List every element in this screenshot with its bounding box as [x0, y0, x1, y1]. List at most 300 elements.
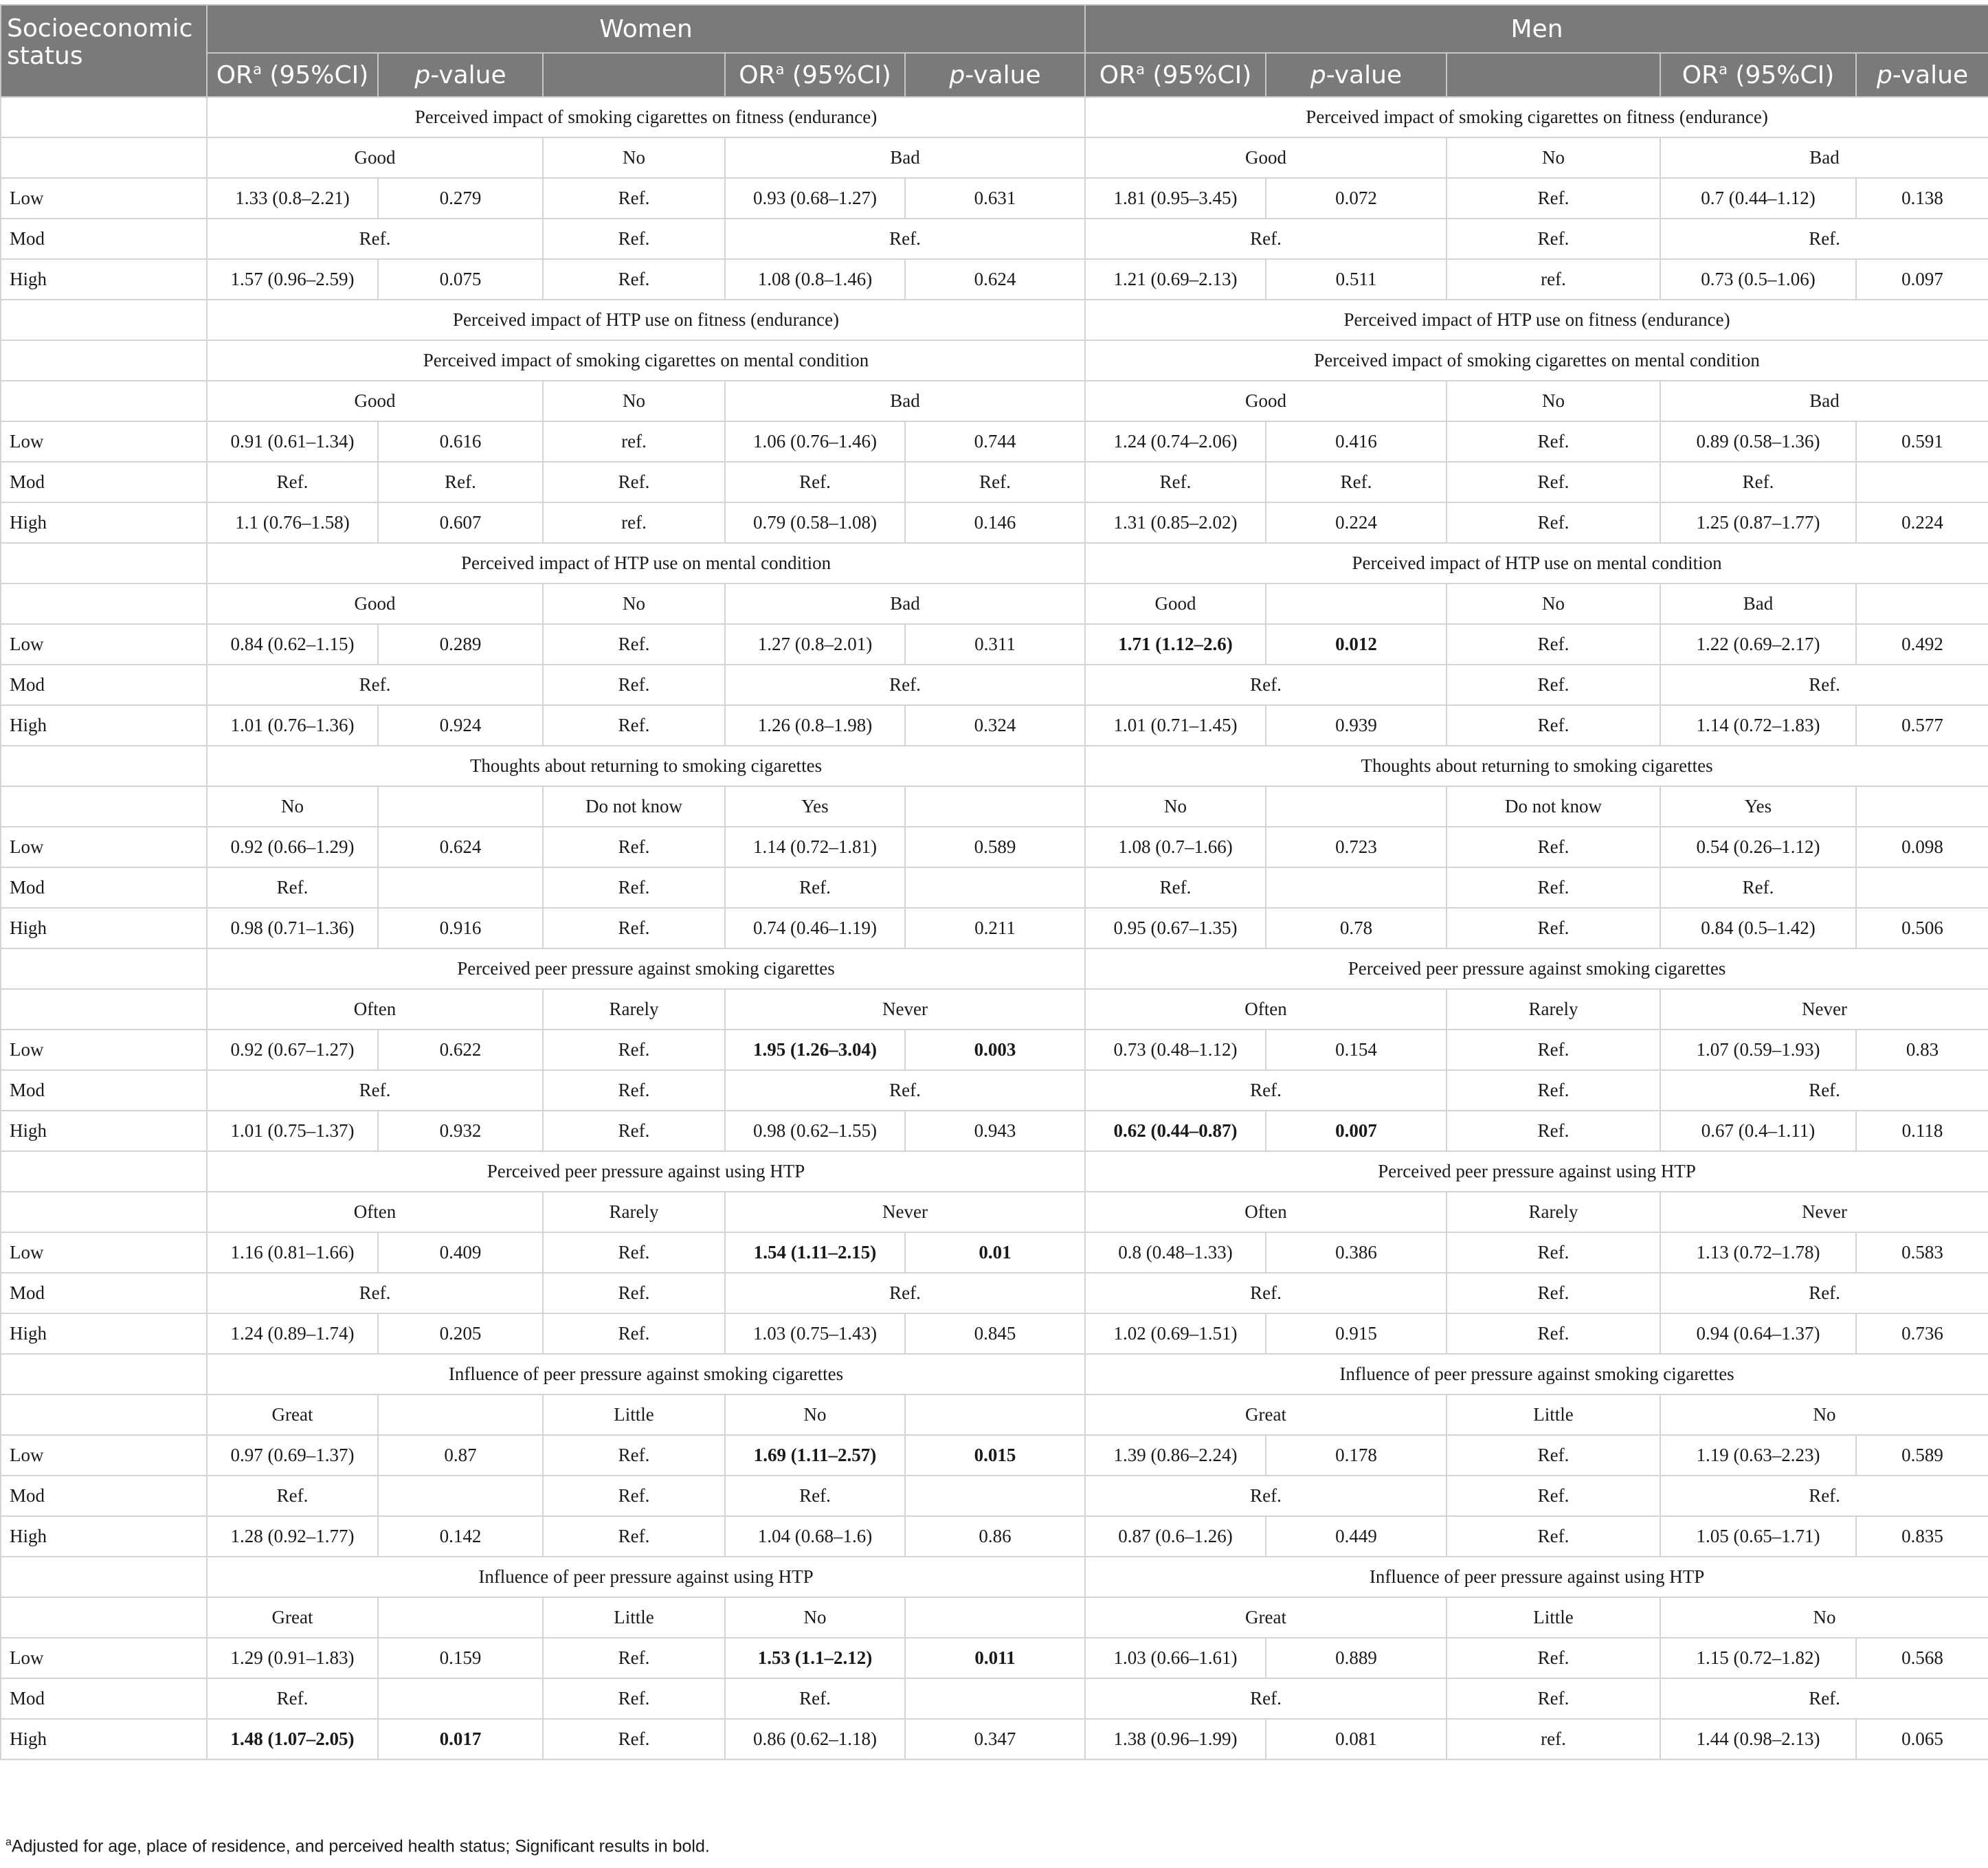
table-row: [1, 543, 1988, 583]
table-cell: 1.13 (0.72–1.78): [1660, 1232, 1856, 1273]
table-cell: 0.622: [378, 1030, 543, 1070]
table-cell: 1.38 (0.96–1.99): [1085, 1719, 1266, 1759]
or-label: OR: [1099, 60, 1137, 89]
table-cell: 0.916: [378, 908, 543, 948]
table-cell: No: [543, 381, 725, 421]
table-cell: ref.: [1447, 259, 1660, 300]
table-cell: No: [207, 786, 378, 827]
table-cell: 0.279: [378, 178, 543, 219]
table-cell: Ref.: [543, 1030, 725, 1070]
table-cell: [905, 1678, 1085, 1719]
table-cell: Often: [1085, 1192, 1447, 1232]
table-cell: Ref.: [207, 219, 543, 259]
table-row: [1, 867, 1988, 908]
row-label-cell: Mod: [1, 1678, 207, 1719]
or-ci-label: (95%CI): [1727, 60, 1835, 89]
table-row: [1, 137, 1988, 178]
p-italic: p: [1876, 60, 1892, 89]
table-cell: No: [725, 1394, 905, 1435]
p-suffix: -value: [1326, 60, 1403, 89]
table-cell: 1.95 (1.26–3.04): [725, 1030, 905, 1070]
table-cell: 0.347: [905, 1719, 1085, 1759]
table-cell: 1.01 (0.76–1.36): [207, 705, 378, 746]
table-cell: 0.607: [378, 502, 543, 543]
table-cell: 0.97 (0.69–1.37): [207, 1435, 378, 1476]
table-cell: Ref.: [543, 462, 725, 502]
table-cell: Great: [207, 1394, 378, 1435]
table-cell: 0.409: [378, 1232, 543, 1273]
table-cell: 1.27 (0.8–2.01): [725, 624, 905, 665]
or-label: OR: [216, 60, 254, 89]
results-table: [0, 4, 1988, 1760]
header-men: Men: [1085, 5, 1988, 53]
table-cell: 0.311: [905, 624, 1085, 665]
table-cell: Ref.: [1447, 1476, 1660, 1516]
header-women-or-1: [207, 53, 378, 97]
header-men-p-1: [1266, 53, 1447, 97]
row-label-cell: Low: [1, 178, 207, 219]
table-cell: Ref.: [543, 1435, 725, 1476]
table-cell: 0.87: [378, 1435, 543, 1476]
table-row: [1, 1313, 1988, 1354]
table-cell: 0.224: [1266, 502, 1447, 543]
table-row: [1, 1151, 1988, 1192]
table-cell: Ref.: [1447, 1273, 1660, 1313]
table-row: [1, 1111, 1988, 1151]
table-cell: Ref.: [1660, 1070, 1988, 1111]
table-cell: 1.57 (0.96–2.59): [207, 259, 378, 300]
table-cell: Ref.: [725, 1273, 1085, 1313]
table-row: [1, 1435, 1988, 1476]
table-cell: ref.: [1447, 1719, 1660, 1759]
table-cell: [905, 786, 1085, 827]
table-cell: 0.449: [1266, 1516, 1447, 1557]
table-cell: 0.081: [1266, 1719, 1447, 1759]
table-cell: Rarely: [1447, 1192, 1660, 1232]
table-cell: Ref.: [1447, 1232, 1660, 1273]
table-cell: [1, 340, 207, 381]
table-cell: Ref.: [1660, 665, 1988, 705]
table-cell: Thoughts about returning to smoking cigarettes: [207, 746, 1085, 786]
table-cell: 0.118: [1856, 1111, 1988, 1151]
table-row: [1, 1394, 1988, 1435]
table-cell: Ref.: [543, 705, 725, 746]
table-cell: 1.33 (0.8–2.21): [207, 178, 378, 219]
table-cell: Ref.: [1660, 462, 1856, 502]
table-cell: [905, 1476, 1085, 1516]
table-footnote: [5, 1836, 710, 1856]
table-cell: Often: [1085, 989, 1447, 1030]
table-cell: Good: [1085, 583, 1266, 624]
table-cell: Ref.: [725, 665, 1085, 705]
table-cell: 0.211: [905, 908, 1085, 948]
table-cell: Ref.: [1447, 827, 1660, 867]
table-cell: Ref.: [1447, 1313, 1660, 1354]
table-cell: Rarely: [543, 1192, 725, 1232]
table-cell: [378, 1597, 543, 1638]
table-cell: [1, 137, 207, 178]
table-cell: Ref.: [207, 1273, 543, 1313]
table-row: [1, 1638, 1988, 1678]
table-cell: Good: [1085, 381, 1447, 421]
table-cell: Perceived impact of smoking cigarettes on fitness (endurance): [207, 97, 1085, 137]
table-cell: Ref.: [543, 624, 725, 665]
table-cell: [1, 97, 207, 137]
row-label-cell: Low: [1, 1232, 207, 1273]
table-cell: 0.73 (0.48–1.12): [1085, 1030, 1266, 1070]
table-cell: Ref.: [1447, 1516, 1660, 1557]
table-cell: 0.589: [905, 827, 1085, 867]
table-row: [1, 462, 1988, 502]
table-cell: Ref.: [1660, 867, 1856, 908]
table-cell: [1, 300, 207, 340]
table-cell: 1.01 (0.71–1.45): [1085, 705, 1266, 746]
table-cell: 0.01: [905, 1232, 1085, 1273]
row-label-cell: Mod: [1, 1476, 207, 1516]
table-cell: Ref.: [725, 1476, 905, 1516]
table-row: [1, 989, 1988, 1030]
table-cell: 0.159: [378, 1638, 543, 1678]
table-cell: 1.03 (0.75–1.43): [725, 1313, 905, 1354]
table-cell: Great: [1085, 1597, 1447, 1638]
table-cell: Ref.: [543, 1678, 725, 1719]
table-cell: Ref.: [378, 462, 543, 502]
table-cell: Ref.: [207, 1678, 378, 1719]
table-cell: No: [1447, 583, 1660, 624]
table-cell: 1.29 (0.91–1.83): [207, 1638, 378, 1678]
header-men-or-2: [1660, 53, 1856, 97]
table-cell: 0.075: [378, 259, 543, 300]
table-cell: Ref.: [1085, 867, 1266, 908]
table-cell: 1.31 (0.85–2.02): [1085, 502, 1266, 543]
table-cell: 0.624: [905, 259, 1085, 300]
row-label-cell: High: [1, 705, 207, 746]
table-cell: 1.19 (0.63–2.23): [1660, 1435, 1856, 1476]
p-italic: p: [414, 60, 431, 89]
table-cell: ref.: [543, 502, 725, 543]
table-cell: 0.511: [1266, 259, 1447, 300]
table-cell: Bad: [725, 381, 1085, 421]
table-row: [1, 1030, 1988, 1070]
or-ci-label: (95%CI): [1144, 60, 1252, 89]
table-cell: No: [1447, 137, 1660, 178]
table-cell: 0.98 (0.71–1.36): [207, 908, 378, 948]
table-row: [1, 502, 1988, 543]
table-cell: Often: [207, 1192, 543, 1232]
table-row: [1, 1232, 1988, 1273]
table-cell: 0.098: [1856, 827, 1988, 867]
table-cell: 0.723: [1266, 827, 1447, 867]
table-row: [1, 1678, 1988, 1719]
table-cell: 0.943: [905, 1111, 1085, 1151]
or-superscript: a: [1136, 60, 1145, 78]
table-cell: Ref.: [1447, 705, 1660, 746]
table-cell: 1.08 (0.7–1.66): [1085, 827, 1266, 867]
table-cell: Ref.: [543, 1476, 725, 1516]
table-cell: 0.012: [1266, 624, 1447, 665]
table-cell: [1856, 462, 1988, 502]
table-row: [1, 746, 1988, 786]
table-cell: 0.78: [1266, 908, 1447, 948]
table-cell: Ref.: [1447, 462, 1660, 502]
table-cell: 0.94 (0.64–1.37): [1660, 1313, 1856, 1354]
table-cell: 1.15 (0.72–1.82): [1660, 1638, 1856, 1678]
or-ci-label: (95%CI): [784, 60, 891, 89]
table-cell: Ref.: [725, 867, 905, 908]
table-cell: Never: [1660, 989, 1988, 1030]
table-cell: 1.14 (0.72–1.83): [1660, 705, 1856, 746]
table-cell: [1856, 867, 1988, 908]
table-cell: Perceived impact of HTP use on fitness (endurance): [1085, 300, 1988, 340]
table-cell: Ref.: [543, 1070, 725, 1111]
table-cell: Ref.: [1266, 462, 1447, 502]
table-cell: Perceived impact of HTP use on mental condition: [1085, 543, 1988, 583]
table-cell: 0.386: [1266, 1232, 1447, 1273]
table-cell: Do not know: [543, 786, 725, 827]
table-cell: 0.932: [378, 1111, 543, 1151]
header-row-columns: [1, 53, 1988, 97]
table-cell: 0.54 (0.26–1.12): [1660, 827, 1856, 867]
table-row: [1, 300, 1988, 340]
table-row: [1, 1557, 1988, 1597]
or-ci-label: (95%CI): [261, 60, 369, 89]
table-cell: 0.79 (0.58–1.08): [725, 502, 905, 543]
table-cell: Ref.: [543, 1516, 725, 1557]
table-cell: Ref.: [1447, 665, 1660, 705]
table-cell: No: [1447, 381, 1660, 421]
table-cell: 0.73 (0.5–1.06): [1660, 259, 1856, 300]
table-cell: 0.84 (0.5–1.42): [1660, 908, 1856, 948]
table-cell: Ref.: [1660, 1678, 1988, 1719]
table-cell: Bad: [1660, 137, 1988, 178]
table-cell: Yes: [725, 786, 905, 827]
table-cell: 1.08 (0.8–1.46): [725, 259, 905, 300]
table-cell: [1266, 786, 1447, 827]
table-cell: Ref.: [1447, 421, 1660, 462]
table-cell: No: [1660, 1597, 1988, 1638]
table-cell: 0.154: [1266, 1030, 1447, 1070]
table-cell: Do not know: [1447, 786, 1660, 827]
row-label-cell: Mod: [1, 665, 207, 705]
table-cell: 1.04 (0.68–1.6): [725, 1516, 905, 1557]
table-cell: 1.07 (0.59–1.93): [1660, 1030, 1856, 1070]
row-label-cell: High: [1, 1516, 207, 1557]
table-row: [1, 1070, 1988, 1111]
table-cell: Ref.: [1447, 908, 1660, 948]
table-cell: Bad: [1660, 381, 1988, 421]
table-cell: Influence of peer pressure against smoking cigarettes: [207, 1354, 1085, 1394]
header-women-or-2: [725, 53, 905, 97]
or-superscript: a: [775, 60, 785, 78]
table-cell: 0.146: [905, 502, 1085, 543]
table-cell: Ref.: [725, 219, 1085, 259]
table-cell: 0.89 (0.58–1.36): [1660, 421, 1856, 462]
table-cell: 0.915: [1266, 1313, 1447, 1354]
table-cell: Ref.: [1660, 1476, 1988, 1516]
table-cell: [378, 786, 543, 827]
table-row: [1, 1719, 1988, 1759]
table-cell: Ref.: [543, 1273, 725, 1313]
table-cell: [1, 1597, 207, 1638]
row-label-cell: High: [1, 1719, 207, 1759]
table-row: [1, 381, 1988, 421]
table-cell: [1, 1354, 207, 1394]
table-cell: 1.02 (0.69–1.51): [1085, 1313, 1266, 1354]
table-cell: 0.416: [1266, 421, 1447, 462]
table-cell: 0.589: [1856, 1435, 1988, 1476]
table-cell: 0.736: [1856, 1313, 1988, 1354]
table-cell: Ref.: [543, 827, 725, 867]
header-women: Women: [207, 5, 1085, 53]
table-body: [1, 97, 1988, 1759]
table-cell: [1266, 583, 1447, 624]
table-cell: Ref.: [207, 462, 378, 502]
table-cell: Ref.: [543, 665, 725, 705]
table-cell: Ref.: [1447, 1435, 1660, 1476]
table-row: [1, 1192, 1988, 1232]
table-cell: [1, 583, 207, 624]
header-women-blank: [543, 53, 725, 97]
table-cell: Perceived impact of smoking cigarettes on mental condition: [1085, 340, 1988, 381]
table-cell: 0.178: [1266, 1435, 1447, 1476]
table-cell: Ref.: [905, 462, 1085, 502]
table-cell: 1.1 (0.76–1.58): [207, 502, 378, 543]
table-row: [1, 1476, 1988, 1516]
table-cell: 0.506: [1856, 908, 1988, 948]
table-cell: Bad: [1660, 583, 1856, 624]
table-cell: 0.224: [1856, 502, 1988, 543]
table-row: [1, 583, 1988, 624]
table-cell: Ref.: [543, 219, 725, 259]
table-cell: Ref.: [1085, 462, 1266, 502]
table-cell: Ref.: [543, 867, 725, 908]
header-women-p-1: [378, 53, 543, 97]
table-cell: Bad: [725, 583, 1085, 624]
table-cell: Good: [207, 381, 543, 421]
table-cell: Little: [543, 1394, 725, 1435]
row-label-cell: High: [1, 908, 207, 948]
table-cell: 1.53 (1.1–2.12): [725, 1638, 905, 1678]
table-cell: [905, 1597, 1085, 1638]
table-cell: Influence of peer pressure against smoking cigarettes: [1085, 1354, 1988, 1394]
table-cell: No: [1660, 1394, 1988, 1435]
table-cell: Ref.: [1447, 1030, 1660, 1070]
table-cell: 0.86: [905, 1516, 1085, 1557]
table-cell: Ref.: [543, 1719, 725, 1759]
table-cell: Bad: [725, 137, 1085, 178]
table-cell: [1, 1151, 207, 1192]
table-cell: 0.92 (0.66–1.29): [207, 827, 378, 867]
or-label: OR: [739, 60, 776, 89]
table-cell: Ref.: [1447, 624, 1660, 665]
table-cell: [1, 948, 207, 989]
table-cell: 1.01 (0.75–1.37): [207, 1111, 378, 1151]
table-cell: Ref.: [1447, 219, 1660, 259]
table-cell: 1.14 (0.72–1.81): [725, 827, 905, 867]
table-cell: Ref.: [1447, 1070, 1660, 1111]
table-row: [1, 786, 1988, 827]
or-superscript: a: [253, 60, 262, 78]
table-cell: Perceived impact of HTP use on mental condition: [207, 543, 1085, 583]
table-cell: 1.54 (1.11–2.15): [725, 1232, 905, 1273]
table-cell: 0.616: [378, 421, 543, 462]
table-cell: [1, 381, 207, 421]
table-cell: 1.03 (0.66–1.61): [1085, 1638, 1266, 1678]
table-cell: Ref.: [1447, 502, 1660, 543]
header-men-p-2: [1856, 53, 1988, 97]
table-cell: Perceived peer pressure against smoking cigarettes: [1085, 948, 1988, 989]
footnote-marker: a: [5, 1836, 12, 1848]
row-label-cell: Mod: [1, 1070, 207, 1111]
table-cell: Rarely: [1447, 989, 1660, 1030]
table-cell: 1.25 (0.87–1.77): [1660, 502, 1856, 543]
header-women-p-2: [905, 53, 1085, 97]
table-cell: 0.744: [905, 421, 1085, 462]
table-cell: [1266, 867, 1447, 908]
table-container: [0, 4, 1988, 1760]
header-row-groups: [1, 5, 1988, 53]
table-cell: 1.22 (0.69–2.17): [1660, 624, 1856, 665]
table-cell: 1.06 (0.76–1.46): [725, 421, 905, 462]
table-row: [1, 219, 1988, 259]
table-row: [1, 1273, 1988, 1313]
header-men-or-1: [1085, 53, 1266, 97]
row-label-cell: Low: [1, 827, 207, 867]
table-row: [1, 1354, 1988, 1394]
table-cell: 0.289: [378, 624, 543, 665]
row-label-cell: High: [1, 1313, 207, 1354]
table-cell: 0.84 (0.62–1.15): [207, 624, 378, 665]
table-cell: 1.81 (0.95–3.45): [1085, 178, 1266, 219]
table-cell: Good: [1085, 137, 1447, 178]
table-cell: Ref.: [207, 867, 378, 908]
table-cell: 0.017: [378, 1719, 543, 1759]
or-label: OR: [1682, 60, 1719, 89]
table-cell: Ref.: [543, 1313, 725, 1354]
table-cell: 0.74 (0.46–1.19): [725, 908, 905, 948]
table-cell: 0.583: [1856, 1232, 1988, 1273]
table-cell: Yes: [1660, 786, 1856, 827]
table-cell: 1.21 (0.69–2.13): [1085, 259, 1266, 300]
table-row: [1, 178, 1988, 219]
table-cell: Perceived impact of smoking cigarettes on fitness (endurance): [1085, 97, 1988, 137]
table-cell: Great: [207, 1597, 378, 1638]
or-superscript: a: [1719, 60, 1728, 78]
table-cell: Ref.: [725, 462, 905, 502]
table-cell: Ref.: [543, 1111, 725, 1151]
table-cell: Often: [207, 989, 543, 1030]
table-cell: Perceived peer pressure against using HTP: [207, 1151, 1085, 1192]
table-cell: [378, 1476, 543, 1516]
table-cell: [378, 1678, 543, 1719]
table-cell: 1.71 (1.12–2.6): [1085, 624, 1266, 665]
table-cell: Good: [207, 137, 543, 178]
table-cell: Ref.: [543, 908, 725, 948]
table-cell: 0.939: [1266, 705, 1447, 746]
table-cell: Ref.: [543, 1638, 725, 1678]
table-cell: Rarely: [543, 989, 725, 1030]
row-label-cell: Low: [1, 1638, 207, 1678]
table-cell: Never: [725, 989, 1085, 1030]
table-cell: 0.591: [1856, 421, 1988, 462]
row-label-cell: Mod: [1, 867, 207, 908]
row-label-cell: Mod: [1, 1273, 207, 1313]
table-cell: 0.624: [378, 827, 543, 867]
table-cell: 0.568: [1856, 1638, 1988, 1678]
table-cell: 0.324: [905, 705, 1085, 746]
table-cell: Ref.: [1447, 1678, 1660, 1719]
table-cell: [1856, 583, 1988, 624]
